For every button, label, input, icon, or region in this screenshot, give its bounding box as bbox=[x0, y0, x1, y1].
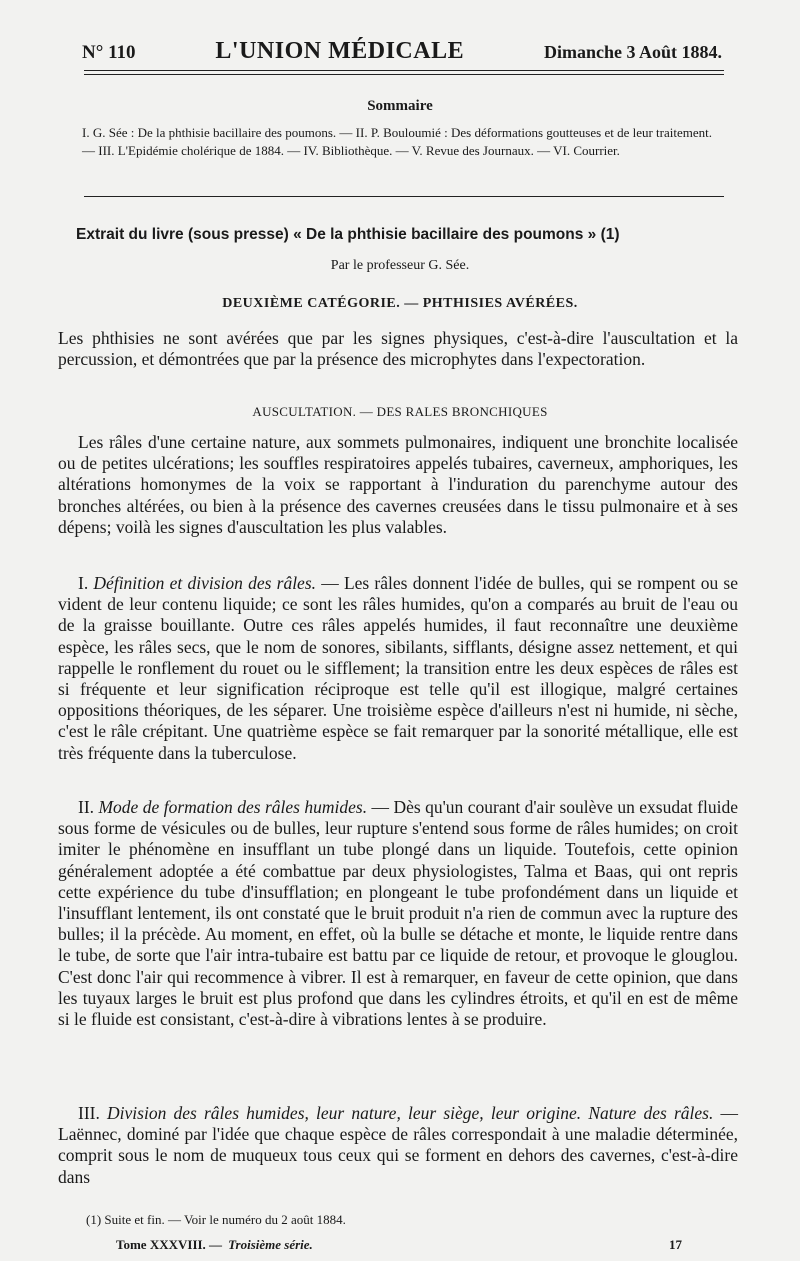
rales-paragraph: Les râles d'une certaine nature, aux sommets pulmonaires, indiquent une bronchite localisée ou de petites ulcérations; les souffles respiratoires appelés tubaires, caverneux, amphoriques, les altérations homonymes de la voix se rapportant à l'induration du parenchyme autour des bronches altérées, ou bien à la présence des cavernes creusées dans le tissu pulmonaire et à ses dépens; voilà les signes d'auscultation les plus valables. bbox=[58, 432, 738, 537]
section-2-text: — Dès qu'un courant d'air soulève un exsudat fluide sous forme de vésicules ou de bulles, leur rupture s'entend sous forme de râles humides; on croit imiter le phénomène en insufflant un tube plongé dans un liquide. Toutefois, cette opinion généralement adoptée a été combattue par deux physiologistes, Talma et Baas, qui ont repris cette expérience du tube d'insufflation; en plongeant le tube profondément dans un liquide et l'insufflant lentement, ils ont constaté que le bruit produit n'a rien de commun avec la rupture des bulles; il la précède. Au moment, en effet, où la bulle se détache et monte, le liquide rentre dans le tube, de sorte que l'air intra-tubaire est battu par ce liquide de retour, et provoque le glouglou. C'est donc l'air qui recommence à vibrer. Il est à remarquer, en faveur de cette opinion, que dans les tuyaux larges le bruit est plus profond que dans les cylindres étroits, et qu'il en est de même si le fluide est consistant, c'est-à-dire à vibrations lentes à se produire. bbox=[58, 797, 739, 1030]
extract-title: Extrait du livre (sous presse) « De la phthisie bacillaire des poumons » (1) bbox=[76, 226, 620, 243]
footer-series: Troisième série. bbox=[228, 1237, 313, 1252]
category-heading: DEUXIÈME CATÉGORIE. — PHTHISIES AVÉRÉES. bbox=[222, 296, 578, 311]
section-heading: AUSCULTATION. — DES RALES BRONCHIQUES bbox=[252, 404, 548, 419]
section-3-title: Division des râles humides, leur nature, leur siège, leur origine. bbox=[107, 1103, 582, 1123]
issue-date: Dimanche 3 Août 1884. bbox=[543, 42, 722, 62]
section-1-paragraph bbox=[58, 573, 738, 764]
section-1-title: Définition et division des râles. bbox=[93, 573, 317, 593]
issue-number: N° 110 bbox=[82, 42, 136, 63]
section-2-paragraph bbox=[58, 797, 738, 1030]
summary-title: Sommaire bbox=[367, 98, 433, 114]
page-number: 17 bbox=[669, 1237, 682, 1252]
section-2-label: II. bbox=[78, 797, 95, 817]
header-rule-thin bbox=[84, 74, 724, 75]
section-1-label: I. bbox=[78, 573, 89, 593]
intro-paragraph: Les phthisies ne sont avérées que par les signes physiques, c'est-à-dire l'auscultation et la percussion, et démontrées que par la présence des microphytes dans l'expectoration. bbox=[58, 328, 738, 370]
author-line: Par le professeur G. Sée. bbox=[330, 258, 470, 273]
footnote: (1) Suite et fin. — Voir le numéro du 2 août 1884. bbox=[86, 1212, 346, 1227]
section-3-label: III. bbox=[78, 1103, 100, 1123]
journal-title: L'UNION MÉDICALE bbox=[215, 38, 465, 64]
section-2-title: Mode de formation des râles humides. bbox=[98, 797, 368, 817]
section-1-text: — Les râles donnent l'idée de bulles, qui se rompent ou se vident de leur contenu liquide; ce sont les râles humides, qu'on a comparés au bruit de l'eau ou de la graisse bouillante. Outre ces râles appelés humides, il faut reconnaître une deuxième espèce, les râles secs, que le nom de sonores, sibilants, sifflants, désigne assez nettement, et qui rappelle le ronflement du rouet ou le sifflement; la transition entre les deux espèces de râles est si fréquente et leur signification réciproque est telle qu'il est illogique, malgré certaines oppositions théoriques, de les séparer. Une troisième espèce d'ailleurs n'est ni humide, ni sèche, c'est le râle crépitant. Une quatrième espèce se fait remarquer par la sonorité métallique, elle est très fréquente dans la tuberculose. bbox=[58, 573, 739, 763]
header-rule bbox=[84, 70, 724, 71]
footer-tome: Tome XXXVIII. — bbox=[116, 1237, 223, 1252]
section-3-subtitle: Nature des râles. bbox=[588, 1103, 714, 1123]
section-3-paragraph bbox=[58, 1103, 738, 1188]
summary-text: I. G. Sée : De la phthisie bacillaire des poumons. — II. P. Bouloumié : Des déformations goutteuses et de leur traitement. — III. L'Epidémie cholérique de 1884. — IV. Bibliothèque. — V. Revue des Journaux. — VI. Courrier. bbox=[82, 125, 712, 158]
page-footer bbox=[116, 1237, 682, 1253]
footer-volume bbox=[116, 1237, 313, 1253]
summary-rule bbox=[84, 196, 724, 197]
section-3-text: — Laënnec, dominé par l'idée que chaque espèce de râles correspondait à une maladie déterminée, comprit sous le nom de muqueux tous ceux qui se forment en dehors des cavernes, c'est-à-dire dans bbox=[58, 1103, 739, 1187]
page-header bbox=[82, 38, 722, 65]
